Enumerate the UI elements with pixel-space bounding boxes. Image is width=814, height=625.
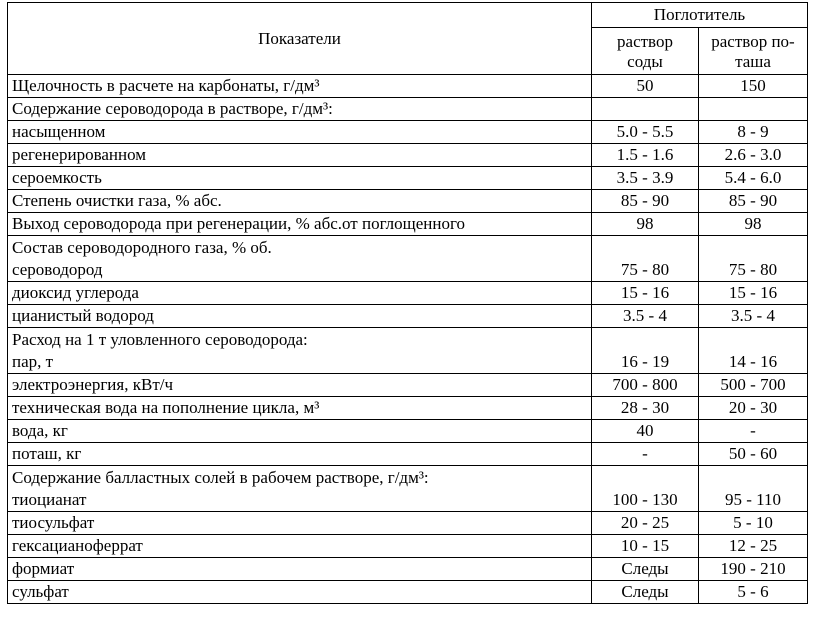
cell-soda: 15 - 16 [592, 282, 699, 305]
table-row [8, 420, 808, 443]
table-row [8, 443, 808, 466]
cell-potash: 95 - 110 [699, 466, 808, 512]
table-row [8, 535, 808, 558]
cell-soda: 75 - 80 [592, 236, 699, 282]
table-row [8, 121, 808, 144]
row-label: Содержание сероводорода в растворе, г/дм³: [8, 98, 592, 121]
table-row [8, 512, 808, 535]
row-label: вода, кг [8, 420, 592, 443]
cell-soda: 3.5 - 3.9 [592, 167, 699, 190]
table-row [8, 167, 808, 190]
cell-potash: 2.6 - 3.0 [699, 144, 808, 167]
row-label: поташ, кг [8, 443, 592, 466]
row-label: Выход сероводорода при регенерации, % абс.от поглощенного [8, 213, 592, 236]
cell-soda: 5.0 - 5.5 [592, 121, 699, 144]
row-label-line: пар, т [12, 352, 54, 371]
cell-soda: 28 - 30 [592, 397, 699, 420]
header-soda-line-2: соды [627, 52, 663, 71]
row-label: цианистый водород [8, 305, 592, 328]
row-label: Щелочность в расчете на карбонаты, г/дм³ [8, 75, 592, 98]
cell-soda: 50 [592, 75, 699, 98]
table-row [8, 236, 808, 282]
row-label [8, 236, 592, 282]
cell-potash [699, 98, 808, 121]
cell-potash: 75 - 80 [699, 236, 808, 282]
row-label: насыщенном [8, 121, 592, 144]
table-row [8, 328, 808, 374]
cell-potash: 190 - 210 [699, 558, 808, 581]
cell-soda: 1.5 - 1.6 [592, 144, 699, 167]
row-label: формиат [8, 558, 592, 581]
data-table [7, 2, 808, 604]
row-label-line: Содержание балластных солей в рабочем растворе, г/дм³: [12, 468, 429, 487]
cell-potash: 50 - 60 [699, 443, 808, 466]
table-row [8, 98, 808, 121]
row-label: сероемкость [8, 167, 592, 190]
cell-soda: 20 - 25 [592, 512, 699, 535]
cell-potash: 12 - 25 [699, 535, 808, 558]
header-potash-line-2: таша [735, 52, 771, 71]
cell-soda: 3.5 - 4 [592, 305, 699, 328]
row-label-line: тиоцианат [12, 490, 87, 509]
cell-potash: 5 - 6 [699, 581, 808, 604]
cell-potash: 5.4 - 6.0 [699, 167, 808, 190]
table-row [8, 305, 808, 328]
table-row [8, 213, 808, 236]
cell-potash: 20 - 30 [699, 397, 808, 420]
row-label [8, 328, 592, 374]
header-soda-solution [592, 28, 699, 75]
table-row [8, 466, 808, 512]
cell-soda: 85 - 90 [592, 190, 699, 213]
row-label: электроэнергия, кВт/ч [8, 374, 592, 397]
header-absorber: Поглотитель [592, 3, 808, 28]
table-row [8, 144, 808, 167]
table-row [8, 558, 808, 581]
cell-soda: 16 - 19 [592, 328, 699, 374]
cell-soda: Следы [592, 581, 699, 604]
cell-potash: 85 - 90 [699, 190, 808, 213]
cell-potash: 5 - 10 [699, 512, 808, 535]
row-label: Степень очистки газа, % абс. [8, 190, 592, 213]
row-label: техническая вода на пополнение цикла, м³ [8, 397, 592, 420]
cell-soda: 98 [592, 213, 699, 236]
header-potash-line-1: раствор по- [711, 32, 795, 51]
cell-soda: 100 - 130 [592, 466, 699, 512]
cell-potash: 3.5 - 4 [699, 305, 808, 328]
row-label [8, 466, 592, 512]
header-indicators: Показатели [8, 3, 592, 75]
table-row [8, 75, 808, 98]
row-label-line: Состав сероводородного газа, % об. [12, 238, 272, 257]
table-row [8, 581, 808, 604]
header-potash-solution [699, 28, 808, 75]
cell-soda: 40 [592, 420, 699, 443]
row-label: диоксид углерода [8, 282, 592, 305]
row-label: гексацианоферрат [8, 535, 592, 558]
table-body [8, 75, 808, 604]
row-label: сульфат [8, 581, 592, 604]
cell-potash: 8 - 9 [699, 121, 808, 144]
cell-soda: Следы [592, 558, 699, 581]
row-label-line: Расход на 1 т уловленного сероводорода: [12, 330, 308, 349]
table-row [8, 397, 808, 420]
table-row [8, 190, 808, 213]
table-row [8, 374, 808, 397]
row-label-line: сероводород [12, 260, 103, 279]
cell-soda: 700 - 800 [592, 374, 699, 397]
header-soda-line-1: раствор [617, 32, 673, 51]
table-row [8, 282, 808, 305]
cell-soda [592, 98, 699, 121]
row-label: тиосульфат [8, 512, 592, 535]
cell-soda: 10 - 15 [592, 535, 699, 558]
row-label: регенерированном [8, 144, 592, 167]
cell-potash: 15 - 16 [699, 282, 808, 305]
cell-potash: 98 [699, 213, 808, 236]
cell-potash: 14 - 16 [699, 328, 808, 374]
cell-potash: 150 [699, 75, 808, 98]
cell-potash: 500 - 700 [699, 374, 808, 397]
cell-soda: - [592, 443, 699, 466]
cell-potash: - [699, 420, 808, 443]
